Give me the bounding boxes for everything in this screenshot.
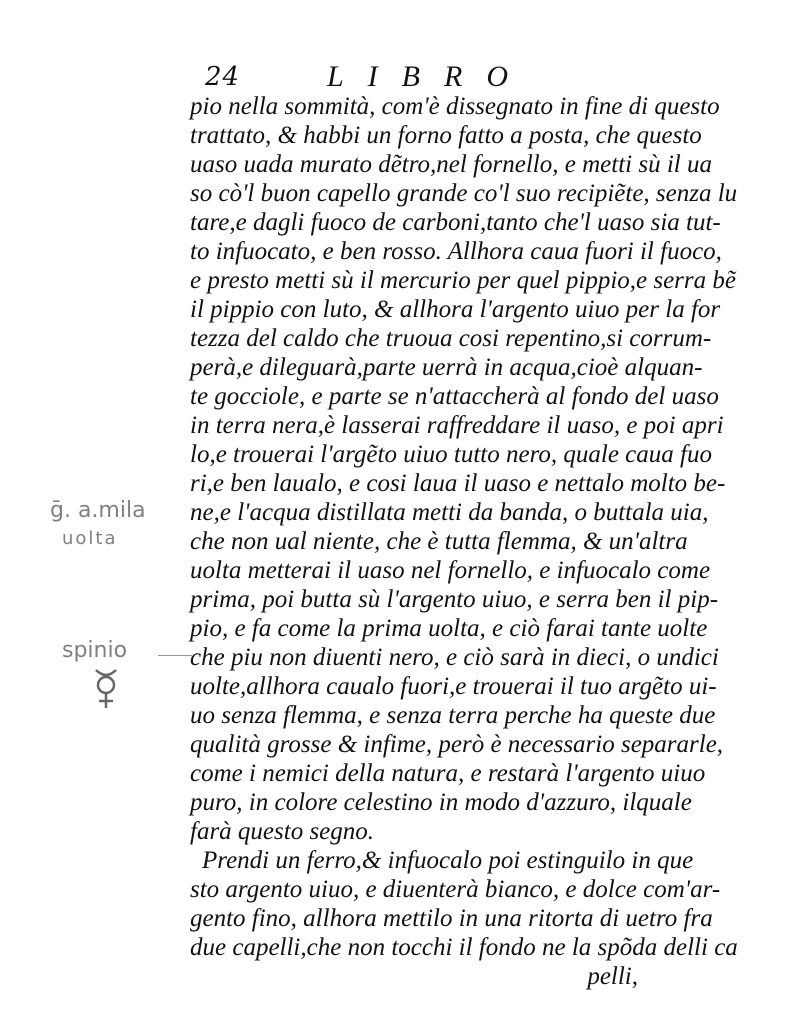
text-line: pio, e fa come la prima uolta, e ciò farai tante uolte [190, 615, 708, 642]
text-line: uo senza flemma, e senza terra perche ha queste due [190, 702, 716, 729]
text-line: uaso uada murato dẽtro,nel fornello, e metti sù il ua [190, 151, 712, 178]
main-text [190, 92, 738, 991]
text-line: ri,e ben laualo, e cosi laua il uaso e nettalo molto be- [190, 470, 726, 497]
text-line: so cò'l buon capello grande co'l suo recipiẽte, senza lu [190, 180, 738, 207]
running-head: LIBRO [327, 60, 532, 93]
text-line: che non ual niente, che è tutta flemma, & un'altra [190, 528, 688, 555]
text-line: il pippio con luto, & allhora l'argento uiuo per la for [190, 296, 721, 323]
text-line: perà,e dileguarà,parte uerrà in acqua,cioè alquan- [190, 354, 703, 381]
text-line: prima, poi butta sù l'argento uiuo, e serra ben il pip- [190, 586, 719, 613]
text-line: uolte,allhora caualo fuori,e trouerai il tuo argẽto ui- [190, 673, 717, 700]
text-line: in terra nera,è lasserai raffreddare il uaso, e poi apri [190, 412, 724, 439]
margin-leader-line [158, 655, 192, 656]
text-line: puro, in colore celestino in modo d'azzuro, ilquale [190, 789, 692, 816]
text-line: ne,e l'acqua distillata metti da banda, o buttala uia, [190, 499, 709, 526]
text-line: gento fino, allhora mettilo in una ritorta di uetro fra [190, 905, 713, 932]
text-line: due capelli,che non tocchi il fondo ne la spõda delli ca [190, 934, 738, 961]
text-line: pio nella sommità, com'è dissegnato in fine di questo [190, 93, 720, 120]
text-line: Prendi un ferro,& infuocalo poi estinguilo in que [202, 847, 694, 874]
catchword: pelli, [587, 963, 638, 990]
text-line: qualità grosse & infime, però è necessario separarle, [190, 731, 724, 758]
text-line: farà questo segno. [190, 818, 375, 845]
text-line: to infuocato, e ben rosso. Allhora caua fuori il fuoco, [190, 238, 722, 265]
text-line: uolta metterai il uaso nel fornello, e infuocalo come [190, 557, 711, 584]
text-line: lo,e trouerai l'argẽto uiuo tutto nero, quale caua fuo [190, 441, 712, 468]
text-line: sto argento uiuo, e diuenterà bianco, e dolce com'ar- [190, 876, 721, 903]
margin-note: ḡ. a.mila [50, 498, 146, 523]
margin-note: spinio [62, 638, 128, 663]
page-number: 24 [205, 62, 241, 92]
mercury-symbol-icon [86, 666, 126, 712]
margin-note: uolta [62, 528, 118, 549]
text-line: tare,e dagli fuoco de carboni,tanto che'l uaso sia tut- [190, 209, 721, 236]
text-line: come i nemici della natura, e restarà l'argento uiuo [190, 760, 706, 787]
text-line: te gocciole, e parte se n'attaccherà al fondo del uaso [190, 383, 719, 410]
text-line: trattato, & habbi un forno fatto a posta, che questo [190, 122, 702, 149]
page-header [205, 60, 645, 96]
text-line: e presto metti sù il mercurio per quel pippio,e serra bẽ [190, 267, 736, 294]
text-line: che piu non diuenti nero, e ciò sarà in dieci, o undici [190, 644, 719, 671]
text-line: tezza del caldo che truoua cosi repentino,si corrum- [190, 325, 712, 352]
